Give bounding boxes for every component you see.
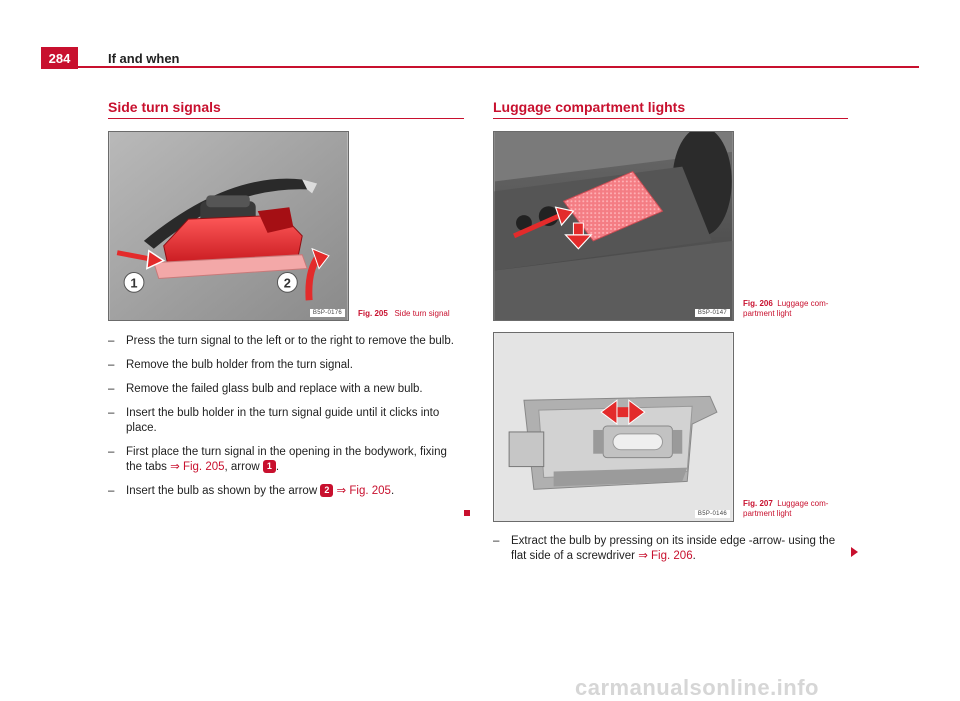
callout-badge-1: 1: [263, 460, 276, 473]
caption-text: Luggage com-: [777, 499, 829, 508]
caption-text: Side turn signal: [394, 309, 450, 318]
luggage-light-illustration: [494, 132, 733, 320]
fig-205-link[interactable]: ⇒ Fig. 205: [336, 485, 391, 497]
section-rule-left: [108, 118, 464, 119]
figure-callout-2: 2: [283, 275, 291, 291]
figure-caption-206: [743, 299, 828, 319]
caption-number: Fig. 206: [743, 299, 773, 308]
section-rule-right: [493, 118, 848, 119]
steps-list-left: [108, 334, 464, 508]
caption-number: Fig. 205: [358, 309, 388, 318]
caption-number: Fig. 207: [743, 499, 773, 508]
figure-callout-1: 1: [130, 275, 138, 291]
callout-badge-2: 2: [320, 484, 333, 497]
figure-luggage-light-207: [493, 332, 734, 522]
figure-luggage-light-206: [493, 131, 734, 321]
figure-caption-205: [358, 309, 450, 319]
bulb-holder-illustration: [494, 333, 733, 521]
header-rule: [78, 66, 919, 68]
section-end-mark: [464, 510, 470, 516]
page-number: 284: [41, 47, 78, 69]
list-item: – Press the turn signal to the left or to the right to remove the bulb.: [108, 335, 454, 347]
figure-side-turn-signal: [108, 131, 349, 321]
caption-text-2: partment light: [743, 509, 792, 518]
list-item: – Insert the bulb as shown by the arrow 2 ⇒ Fig. 205.: [108, 485, 395, 497]
watermark: carmanualsonline.info: [575, 675, 819, 700]
chapter-title: If and when: [108, 51, 180, 66]
section-title-luggage-lights: Luggage compartment lights: [493, 99, 686, 115]
continue-arrow-icon: [851, 547, 858, 557]
side-turn-signal-illustration: [109, 132, 348, 320]
figure-caption-207: [743, 499, 828, 519]
figure-code: B5P-0176: [310, 309, 345, 317]
fig-206-link[interactable]: ⇒ Fig. 206: [638, 550, 693, 562]
steps-list-right: [493, 534, 851, 573]
section-title-side-turn-signals: Side turn signals: [108, 99, 221, 115]
caption-text-2: partment light: [743, 309, 792, 318]
list-item: – Remove the bulb holder from the turn signal.: [108, 359, 353, 371]
list-item: – Extract the bulb by pressing on its inside edge -arrow- using the flat side of a screwdriver ⇒ Fig. 206.: [493, 535, 836, 562]
figure-code: B5P-0146: [695, 510, 730, 518]
list-item: – Insert the bulb holder in the turn signal guide until it clicks into place.: [108, 407, 440, 434]
list-item: – Remove the failed glass bulb and replace with a new bulb.: [108, 383, 423, 395]
list-item: – First place the turn signal in the opening in the bodywork, fixing the tabs ⇒ Fig. 205, arrow 1 .: [108, 446, 447, 473]
caption-text: Luggage com-: [777, 299, 829, 308]
figure-code: B5P-0147: [695, 309, 730, 317]
fig-205-link[interactable]: ⇒ Fig. 205: [170, 461, 225, 473]
